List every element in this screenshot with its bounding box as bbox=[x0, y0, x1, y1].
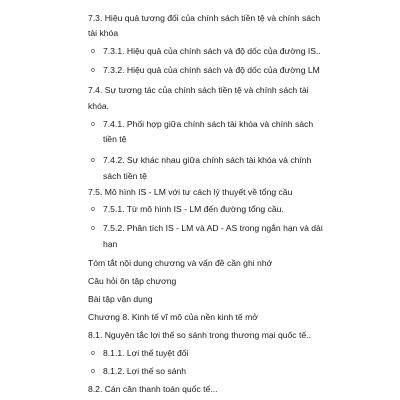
toc-item-8-1[interactable]: 8.1. Nguyên tắc lợi thế so sánh trong thương mại quốc tế.. bbox=[88, 330, 311, 340]
toc-item-8-2[interactable]: 8.2. Cán cân thanh toán quốc tế... bbox=[88, 384, 218, 394]
toc-item-7-5-2-cont: hạn bbox=[103, 239, 118, 249]
toc-item-label: 7.5.1. Từ mô hình IS - LM đến đường tổng cầu. bbox=[103, 204, 284, 214]
toc-item-7-4-1[interactable] bbox=[91, 119, 314, 130]
toc-item-7-4[interactable]: 7.4. Sự tương tác của chính sách tiền tệ và chính sách tài bbox=[88, 85, 309, 95]
toc-item-7-4-2-cont: sách tiền tệ bbox=[103, 171, 147, 181]
toc-item-label: 8.1.2. Lợi thế so sánh bbox=[103, 366, 187, 376]
bullet-icon: o bbox=[91, 157, 95, 164]
toc-item-7-3-1[interactable] bbox=[91, 46, 321, 57]
toc-item-7-5-1[interactable] bbox=[91, 204, 284, 215]
toc-item-7-5-2[interactable] bbox=[91, 223, 323, 234]
toc-item-8-1-2[interactable] bbox=[91, 366, 187, 377]
toc-item-label: 8.1.1. Lợi thế tuyệt đối bbox=[103, 348, 189, 358]
bullet-icon: o bbox=[91, 48, 95, 55]
bullet-icon: o bbox=[91, 206, 95, 213]
bullet-icon: o bbox=[91, 67, 95, 74]
toc-item-review-questions[interactable]: Câu hỏi ôn tập chương bbox=[88, 276, 177, 286]
toc-item-label: 7.3.2. Hiệu quả của chính sách và độ dốc của đường LM bbox=[103, 65, 320, 75]
toc-item-label: 7.4.2. Sự khác nhau giữa chính sách tài khóa và chính bbox=[103, 155, 312, 165]
toc-item-label: 7.5.2. Phân tích IS - LM và AD - AS trong ngắn hạn và dài bbox=[103, 223, 323, 233]
toc-item-exercises[interactable]: Bài tập vận dụng bbox=[88, 294, 153, 304]
toc-item-chapter-8[interactable]: Chương 8. Kinh tế vĩ mô của nền kinh tế mở bbox=[88, 312, 258, 322]
toc-item-7-3[interactable]: 7.3. Hiệu quả tương đối của chính sách tiền tệ và chính sách bbox=[88, 13, 321, 23]
toc-item-7-5[interactable]: 7.5. Mô hình IS - LM với tư cách lý thuyết về tổng cầu bbox=[88, 187, 293, 197]
bullet-icon: o bbox=[91, 121, 95, 128]
toc-item-7-4-1-cont: tiền tệ bbox=[103, 134, 127, 144]
toc-item-label: 7.4.1. Phối hợp giữa chính sách tài khóa và chính sách bbox=[103, 119, 314, 129]
bullet-icon: o bbox=[91, 350, 95, 357]
toc-item-7-3-cont: tài khóa bbox=[88, 28, 119, 38]
toc-item-label: 7.3.1. Hiệu quả của chính sách và độ dốc của đường IS.. bbox=[103, 46, 321, 56]
toc-item-7-3-2[interactable] bbox=[91, 65, 320, 76]
toc-item-7-4-cont: khóa. bbox=[88, 101, 110, 111]
toc-item-8-1-1[interactable] bbox=[91, 348, 189, 359]
toc-item-7-4-2[interactable] bbox=[91, 155, 312, 166]
toc-item-summary[interactable]: Tóm tắt nội dung chương và vấn đề cần ghi nhớ bbox=[88, 258, 273, 268]
bullet-icon: o bbox=[91, 225, 95, 232]
bullet-icon: o bbox=[91, 368, 95, 375]
